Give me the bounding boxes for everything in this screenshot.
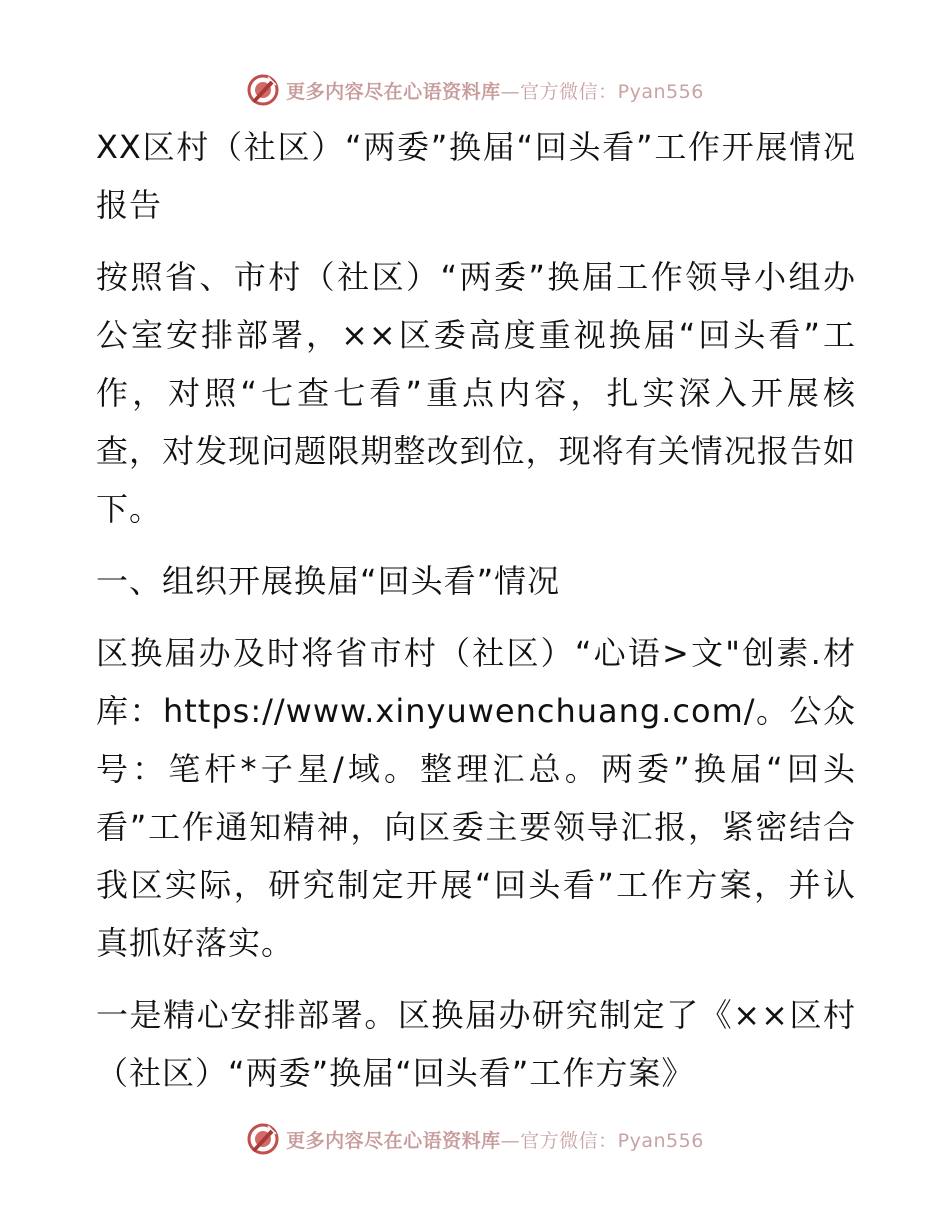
document-title: XX区村（社区）“两委”换届“回头看”工作开展情况报告 (96, 128, 856, 224)
watermark-main: 更多内容尽在心语资料库 (286, 80, 501, 103)
paragraph-intro: 按照省、市村（社区）“两委”换届工作领导小组办公室安排部署，××区委高度重视换届“回头看”工作，对照“七查七看”重点内容，扎实深入开展核查，对发现问题限期整改到位，现将有关情况报告如下。 (96, 258, 856, 528)
section-heading-1: 一、组织开展换届“回头看”情况 (96, 562, 561, 600)
watermark-main: 更多内容尽在心语资料库 (286, 1129, 501, 1152)
header-watermark (0, 68, 950, 112)
watermark-text (286, 77, 704, 104)
document-body (96, 118, 856, 1102)
paragraph-section-1: 区换届办及时将省市村（社区）“心语>文"创素.材库：https://www.xinyuwenchuang.com/。公众号：笔杆*子星/域。整理汇总。两委”换届“回头看”工作通知精神，向区委主要领导汇报，紧密结合我区实际，研究制定开展“回头看”工作方案，并认真抓好落实。 (96, 634, 856, 962)
watermark-tail: —官方微信：Pyan556 (500, 80, 704, 103)
watermark-text (286, 1126, 704, 1153)
footer-watermark (0, 1117, 950, 1161)
paragraph-point-1: 一是精心安排部署。区换届办研究制定了《××区村（社区）“两委”换届“回头看”工作方案》 (96, 996, 856, 1092)
quill-seal-icon (246, 73, 280, 107)
quill-seal-icon (246, 1122, 280, 1156)
watermark-tail: —官方微信：Pyan556 (500, 1129, 704, 1152)
